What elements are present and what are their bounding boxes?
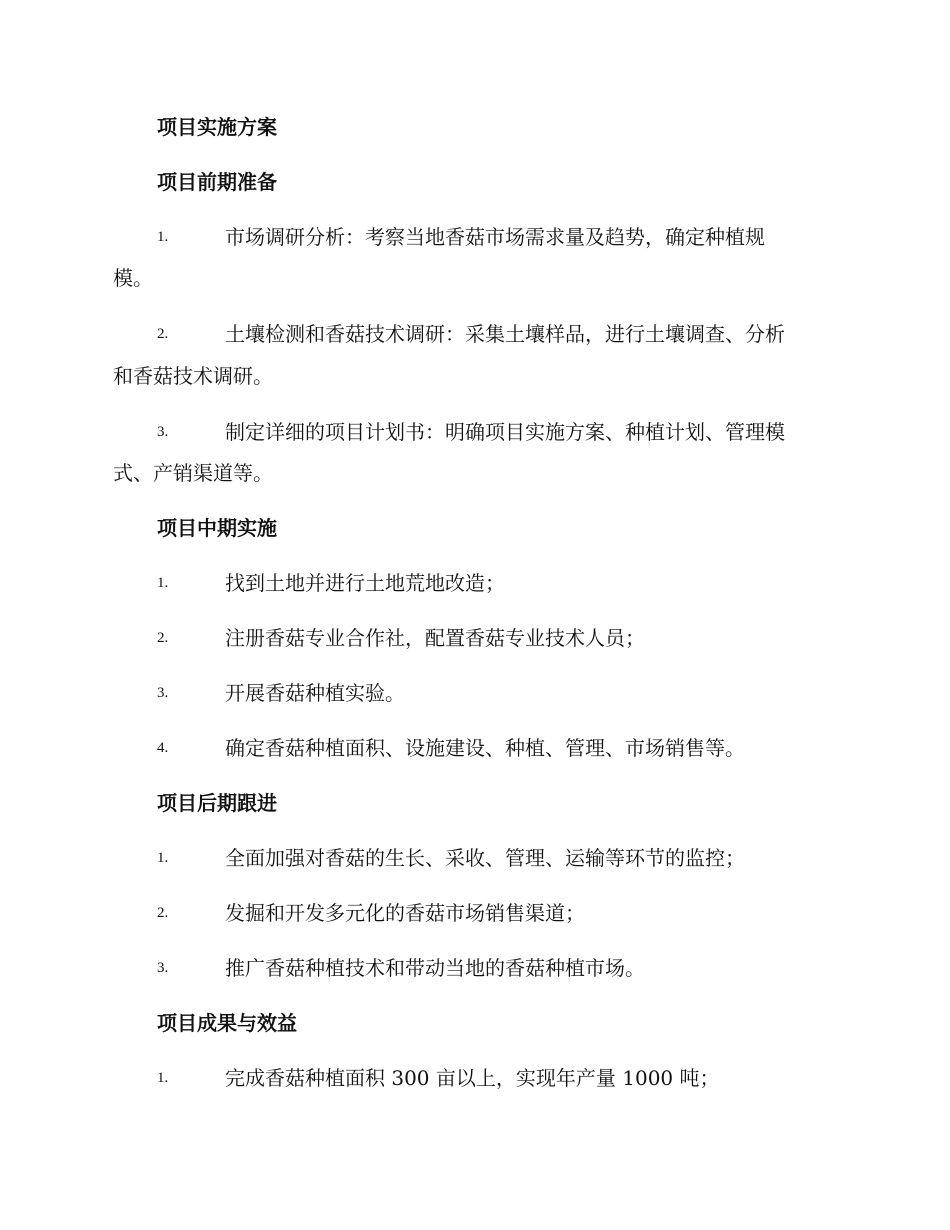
list-item-continuation: 模。 [113,266,153,290]
document-title: 项目实施方案 [157,115,277,139]
list-item-continuation: 式、产销渠道等。 [113,461,273,485]
list-item-text: 确定香菇种植面积、设施建设、种植、管理、市场销售等。 [225,736,745,760]
list-item-number: 1. [157,1070,169,1086]
list-item-number: 2. [157,326,169,342]
section-heading-implementation: 项目中期实施 [157,516,277,540]
list-item-number: 1. [157,850,169,866]
list-item-text: 注册香菇专业合作社，配置香菇专业技术人员； [225,626,645,650]
list-item-text: 发掘和开发多元化的香菇市场销售渠道； [225,901,585,925]
list-item-number: 1. [157,229,169,245]
list-item-text: 土壤检测和香菇技术调研：采集土壤样品，进行土壤调查、分析 [225,322,785,346]
list-item-number: 3. [157,424,169,440]
list-item-number: 2. [157,905,169,921]
section-heading-results: 项目成果与效益 [157,1011,297,1035]
section-heading-preparation: 项目前期准备 [157,170,277,194]
list-item-text: 全面加强对香菇的生长、采收、管理、运输等环节的监控； [225,846,745,870]
list-item-number: 2. [157,630,169,646]
list-item-text: 市场调研分析：考察当地香菇市场需求量及趋势，确定种植规 [225,225,765,249]
list-item-number: 3. [157,960,169,976]
list-item-text: 开展香菇种植实验。 [225,681,405,705]
list-item-text: 找到土地并进行土地荒地改造； [225,571,505,595]
section-heading-follow-up: 项目后期跟进 [157,791,277,815]
list-item-continuation: 和香菇技术调研。 [113,364,273,388]
list-item-number: 1. [157,575,169,591]
list-item-text: 制定详细的项目计划书：明确项目实施方案、种植计划、管理模 [225,420,785,444]
list-item-number: 3. [157,685,169,701]
list-item-text: 推广香菇种植技术和带动当地的香菇种植市场。 [225,956,645,980]
list-item-text: 完成香菇种植面积 300 亩以上，实现年产量 1000 吨； [225,1066,720,1090]
list-item-number: 4. [157,740,169,756]
